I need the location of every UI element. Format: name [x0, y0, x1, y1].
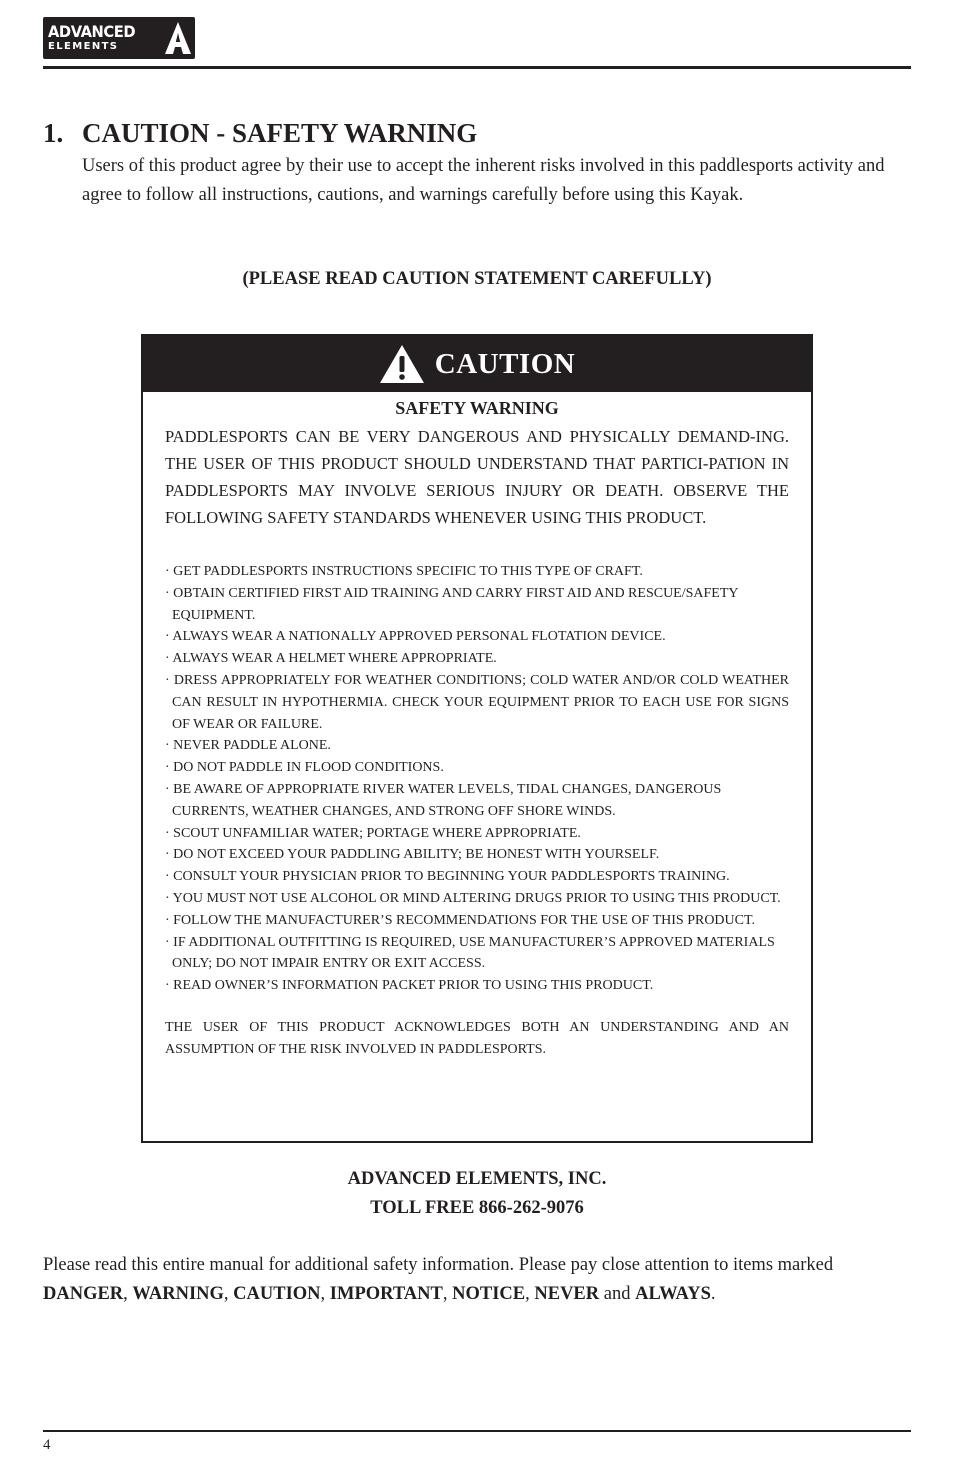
logo-wordmark: [43, 17, 161, 59]
safety-rule: · DO NOT PADDLE IN FLOOD CONDITIONS.: [165, 760, 444, 776]
closing-paragraph: [43, 1251, 911, 1308]
caution-box-content: [165, 395, 789, 1061]
safety-rule: · BE AWARE OF APPROPRIATE RIVER WATER LEVELS, TIDAL CHANGES, DANGEROUS CURRENTS, WEATHER CHANGES, AND STRONG OFF SHORE WINDS.: [165, 781, 722, 819]
warning-triangle-icon: [379, 344, 425, 384]
logo-a-icon: [161, 17, 195, 59]
keyword-notice: NOTICE: [452, 1283, 526, 1304]
closing-separator: ,: [525, 1283, 535, 1304]
keyword-always: ALWAYS: [635, 1283, 711, 1304]
safety-rule: · ALWAYS WEAR A HELMET WHERE APPROPRIATE.: [165, 651, 497, 667]
safety-rule: · NEVER PADDLE ALONE.: [165, 738, 331, 754]
company-name: ADVANCED ELEMENTS, INC.: [347, 1169, 607, 1189]
safety-rule: · YOU MUST NOT USE ALCOHOL OR MIND ALTERING DRUGS PRIOR TO USING THIS PRODUCT.: [165, 890, 781, 906]
keyword-important: IMPORTANT: [329, 1283, 443, 1304]
safety-rule: · OBTAIN CERTIFIED FIRST AID TRAINING AND CARRY FIRST AID AND RESCUE/SAFETY EQUIPMENT.: [165, 585, 739, 623]
safety-rule: · IF ADDITIONAL OUTFITTING IS REQUIRED, USE MANUFACTURER’S APPROVED MATERIALS ONLY; DO NOT IMPAIR ENTRY OR EXIT ACCESS.: [165, 934, 775, 972]
safety-rule: · ALWAYS WEAR A NATIONALLY APPROVED PERSONAL FLOTATION DEVICE.: [165, 629, 666, 645]
keyword-caution: CAUTION: [233, 1283, 321, 1304]
safety-rules-list: [165, 561, 789, 997]
logo-line-advanced: ADVANCED: [48, 22, 136, 41]
closing-separator: ,: [223, 1283, 234, 1304]
closing-text: Please read this entire manual for additional safety information. Please pay close attention to items marked: [43, 1255, 834, 1275]
closing-separator: ,: [320, 1283, 330, 1304]
section-number: 1.: [43, 118, 64, 148]
keyword-warning: WARNING: [132, 1283, 224, 1304]
safety-rule: · FOLLOW THE MANUFACTURER’S RECOMMENDATIONS FOR THE USE OF THIS PRODUCT.: [165, 912, 755, 928]
section-title: CAUTION - SAFETY WARNING: [82, 118, 478, 148]
section-heading: [43, 118, 477, 149]
header-rule: [43, 66, 911, 69]
risk-acknowledgement: THE USER OF THIS PRODUCT ACKNOWLEDGES BOTH AN UNDERSTANDING AND AN ASSUMPTION OF THE RISK INVOLVED IN PADDLESPORTS.: [165, 1019, 789, 1057]
page-number: 4: [43, 1437, 51, 1453]
safety-warning-intro: PADDLESPORTS CAN BE VERY DANGEROUS AND PHYSICALLY DEMAND-ING. THE USER OF THIS PRODUCT SHOULD UNDERSTAND THAT PARTICI-PATION IN PADDLESPORTS MAY INVOLVE SERIOUS INJURY OR DEATH. OBSERVE THE FOLLOWING SAFETY STANDARDS WHENEVER USING THIS PRODUCT.: [165, 427, 789, 527]
safety-warning-title: SAFETY WARNING: [395, 398, 559, 418]
closing-and: and: [599, 1283, 636, 1304]
safety-rule: · READ OWNER’S INFORMATION PACKET PRIOR TO USING THIS PRODUCT.: [165, 978, 654, 994]
safety-rule: · DO NOT EXCEED YOUR PADDLING ABILITY; BE HONEST WITH YOURSELF.: [165, 847, 660, 863]
safety-rule: · CONSULT YOUR PHYSICIAN PRIOR TO BEGINNING YOUR PADDLESPORTS TRAINING.: [165, 869, 730, 885]
footer-rule: [43, 1430, 911, 1432]
safety-rule: · GET PADDLESPORTS INSTRUCTIONS SPECIFIC TO THIS TYPE OF CRAFT.: [165, 564, 643, 579]
section-intro: Users of this product agree by their use to accept the inherent risks involved in this paddlesports activity and agree to follow all instructions, cautions, and warnings carefully before using this Kayak.: [82, 156, 885, 205]
brand-logo: [43, 17, 195, 59]
logo-line-elements: ELEMENTS: [48, 41, 119, 52]
read-caution-note: (PLEASE READ CAUTION STATEMENT CAREFULLY): [242, 269, 712, 289]
closing-separator: ,: [442, 1283, 453, 1304]
safety-rule: · DRESS APPROPRIATELY FOR WEATHER CONDITIONS; COLD WATER AND/OR COLD WEATHER CAN RESULT IN HYPOTHERMIA. CHECK YOUR EQUIPMENT PRIOR TO EACH USE FOR SIGNS OF WEAR OR FAILURE.: [165, 672, 789, 732]
caution-box: [141, 334, 813, 1143]
caution-banner: [143, 336, 811, 392]
keyword-never: NEVER: [534, 1283, 600, 1304]
caution-banner-label: CAUTION: [434, 347, 576, 380]
safety-rule: · SCOUT UNFAMILIAR WATER; PORTAGE WHERE APPROPRIATE.: [165, 825, 581, 841]
closing-period: .: [710, 1283, 716, 1304]
keyword-danger: DANGER: [43, 1283, 124, 1304]
company-contact: [0, 1165, 954, 1222]
toll-free-number: TOLL FREE 866-262-9076: [370, 1197, 584, 1218]
closing-separator: ,: [123, 1283, 133, 1304]
